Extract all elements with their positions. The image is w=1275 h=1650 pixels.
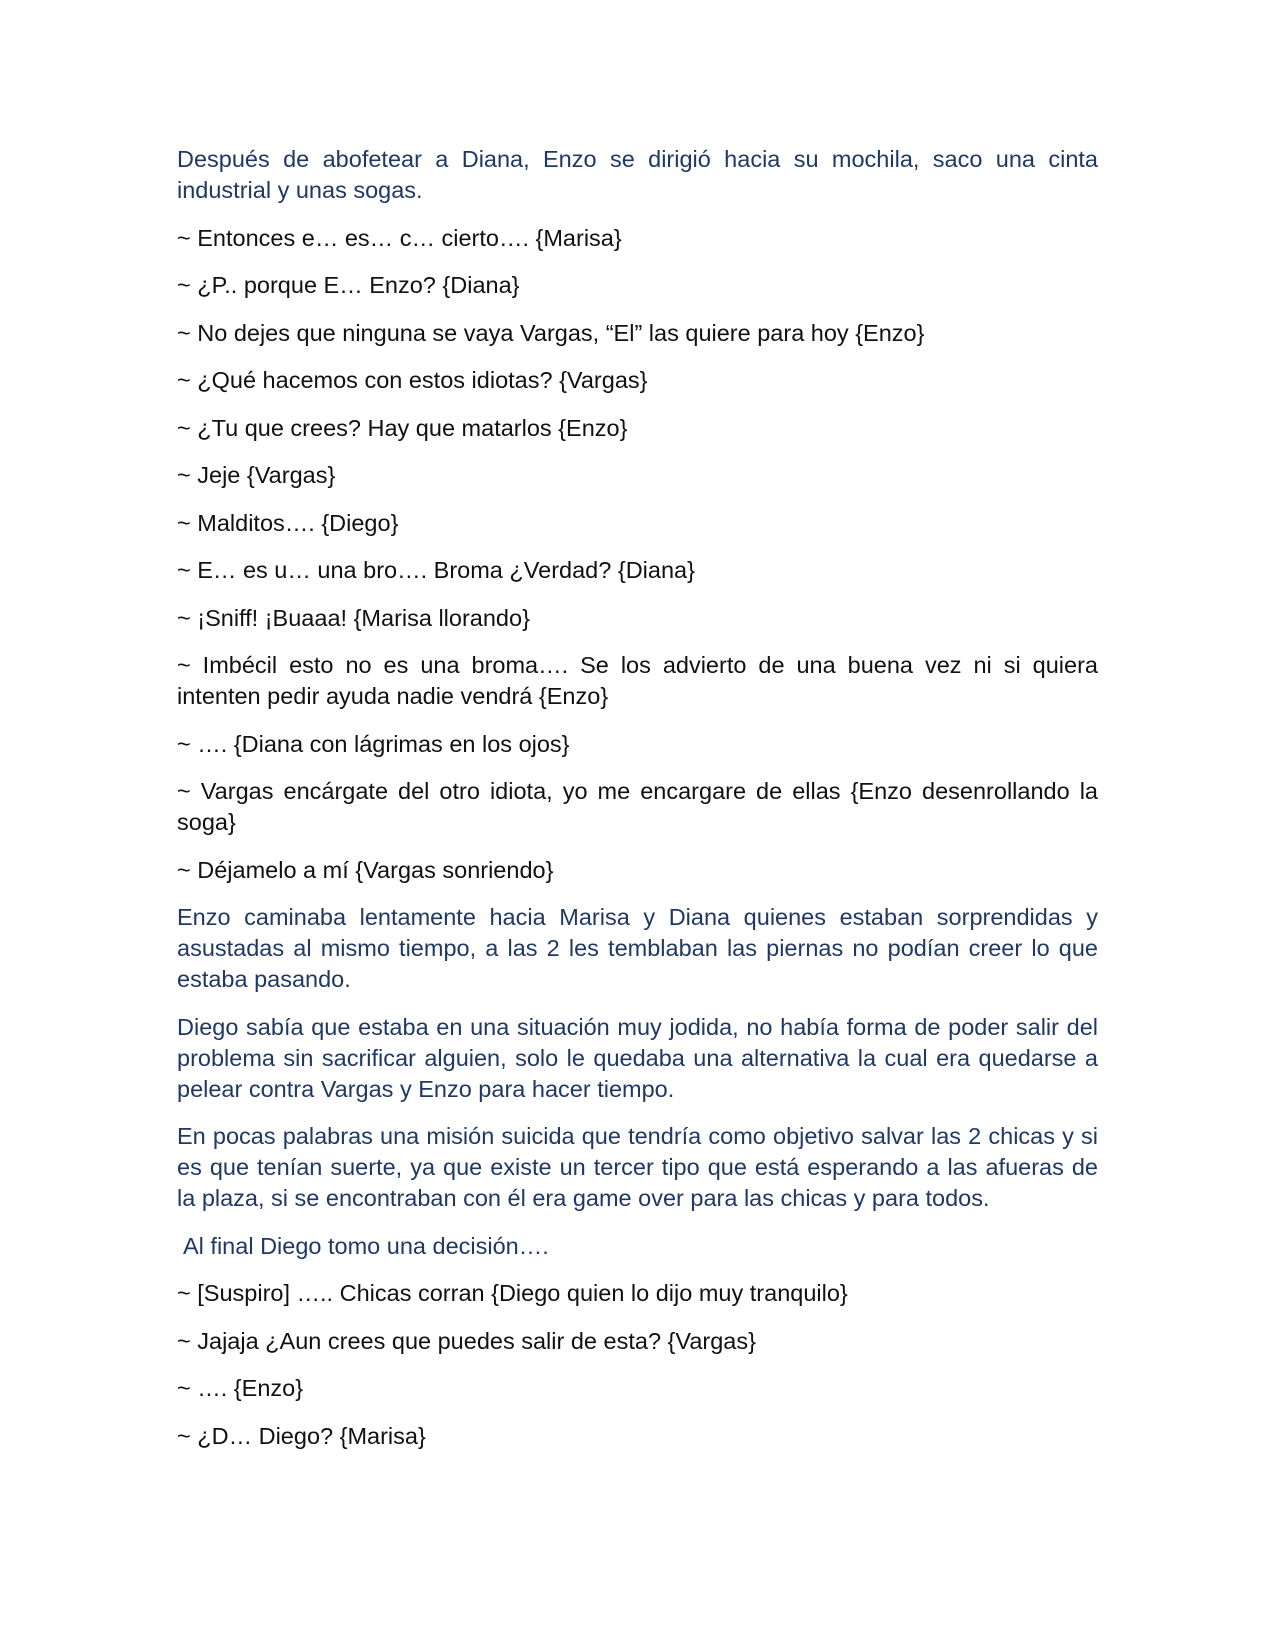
narrative-paragraph: Después de abofetear a Diana, Enzo se dirigió hacia su mochila, saco una cinta industrial y unas sogas. — [177, 146, 1098, 203]
dialogue-line: ~ ¿D… Diego? {Marisa} — [177, 1422, 426, 1449]
narrative-paragraph: Diego sabía que estaba en una situación muy jodida, no había forma de poder salir del problema sin sacrificar alguien, solo le quedaba una alternativa la cual era quedarse a pelear contra Vargas y Enzo para hacer tiempo. — [177, 1013, 1098, 1102]
dialogue-line: ~ …. {Diana con lágrimas en los ojos} — [177, 730, 570, 757]
dialogue-line: ~ ¿Qué hacemos con estos idiotas? {Vargas} — [177, 367, 648, 393]
dialogue-line: ~ ¿P.. porque E… Enzo? {Diana} — [177, 272, 520, 298]
dialogue-line: ~ [Suspiro] ….. Chicas corran {Diego quien lo dijo muy tranquilo} — [177, 1280, 848, 1306]
dialogue-line: ~ Imbécil esto no es una broma…. Se los advierto de una buena vez ni si quiera intenten pedir ayuda nadie vendrá {Enzo} — [177, 652, 1098, 709]
dialogue-line: ~ …. {Enzo} — [177, 1375, 304, 1401]
dialogue-line: ~ Déjamelo a mí {Vargas sonriendo} — [177, 856, 554, 883]
dialogue-line: ~ ¿Tu que crees? Hay que matarlos {Enzo} — [177, 414, 628, 441]
dialogue-line: ~ Malditos…. {Diego} — [177, 509, 399, 536]
dialogue-line: ~ ¡Sniff! ¡Buaaa! {Marisa llorando} — [177, 604, 530, 631]
document-page — [177, 144, 1098, 1468]
narrative-paragraph: Enzo caminaba lentamente hacia Marisa y Diana quienes estaban sorprendidas y asustadas al mismo tiempo, a las 2 les temblaban las piernas no podían creer lo que estaba pasando. — [177, 904, 1098, 992]
narrative-paragraph: Al final Diego tomo una decisión…. — [183, 1232, 549, 1259]
narrative-paragraph: En pocas palabras una misión suicida que tendría como objetivo salvar las 2 chicas y si es que tenían suerte, ya que existe un tercer tipo que está esperando a las afueras de la plaza, si se encontraban con él era game over para las chicas y para todos. — [177, 1123, 1098, 1211]
dialogue-line: ~ Vargas encárgate del otro idiota, yo me encargare de ellas {Enzo desenrollando la soga} — [177, 778, 1098, 835]
dialogue-line: ~ E… es u… una bro…. Broma ¿Verdad? {Diana} — [177, 557, 695, 583]
dialogue-line: ~ Jeje {Vargas} — [177, 462, 336, 488]
dialogue-line: ~ Entonces e… es… c… cierto…. {Marisa} — [177, 224, 622, 251]
dialogue-line: ~ Jajaja ¿Aun crees que puedes salir de esta? {Vargas} — [177, 1327, 756, 1354]
dialogue-line: ~ No dejes que ninguna se vaya Vargas, “El” las quiere para hoy {Enzo} — [177, 319, 925, 346]
